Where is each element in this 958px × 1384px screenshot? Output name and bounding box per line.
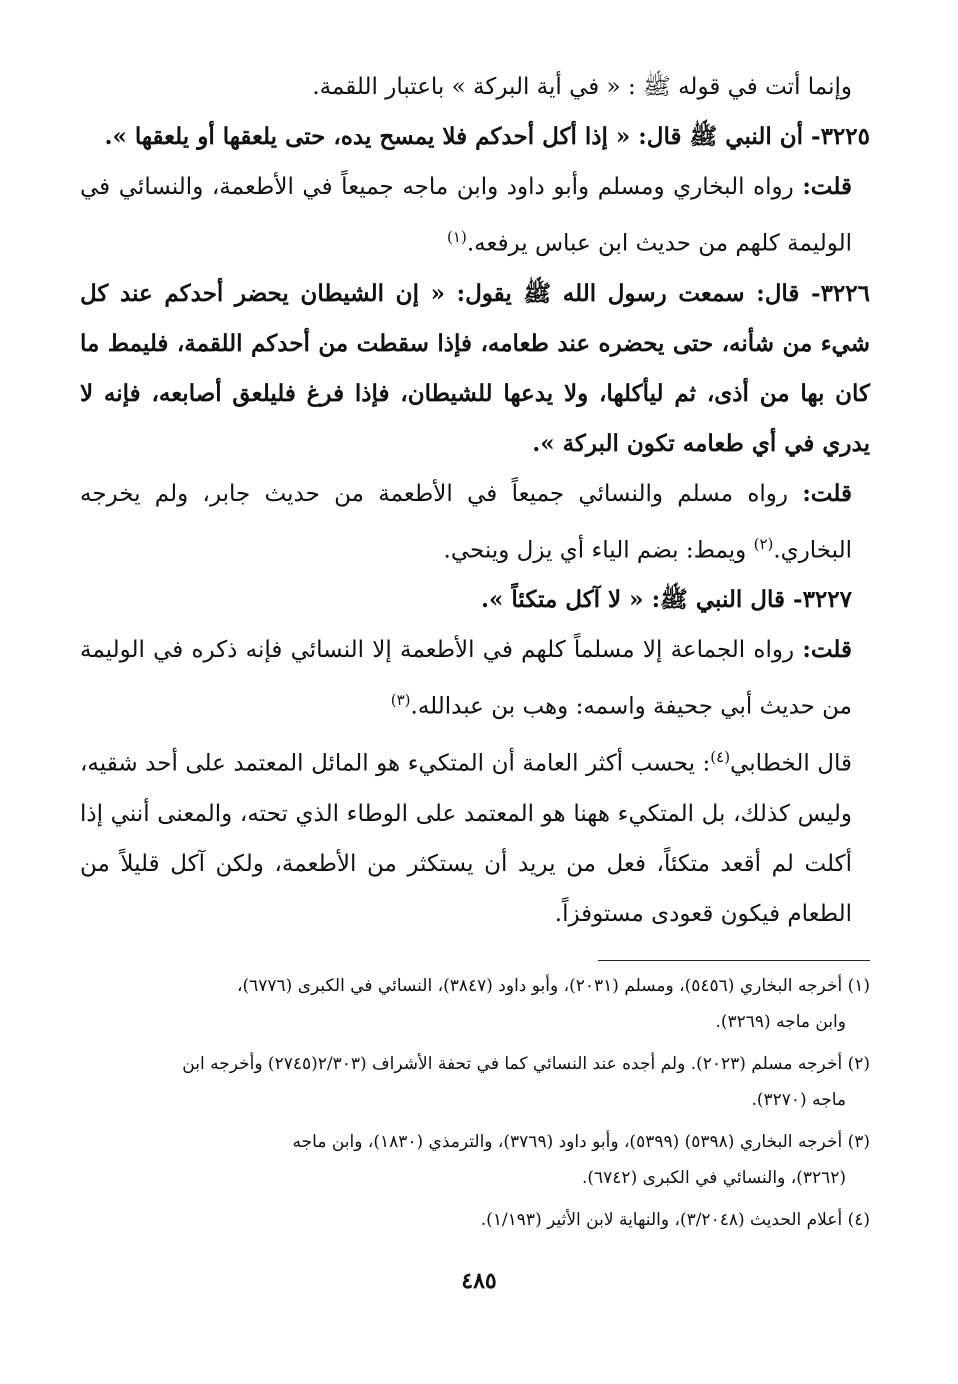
hadith-3227: ٣٢٢٧- قال النبي ﷺ: « لا آكل متكئاً ». [480,586,852,614]
footnote-4 [80,1202,870,1238]
khattabi-label: قال الخطابي [730,750,852,777]
khattabi-text: : يحسب أكثر العامة أن المتكيء هو المائل المعتمد على أحد شقيه، وليس كذلك، بل المتكيء ههنا هو المعتمد على الوطاء الذي تحته، والمعنى أنني إذا أكلت لم أقعد متكئاً، فعل من يريد أن يستكثر من الأطعمة، ولكن آكل قليلاً من الطعام فيكون قعودى مستوفزاً. [80,750,852,927]
hadith-3225: ٣٢٢٥- أن النبي ﷺ قال: « إذا أكل أحدكم فلا يمسح يده، حتى يلعقها أو يلعقها ». [104,123,870,150]
commentary-text: رواه البخاري ومسلم وأبو داود وابن ماجه جميعاً في الأطعمة، والنسائي في الوليمة كلهم من حديث ابن عباس يرفعه. [80,174,852,257]
commentary-gloss: ويمط: بضم الياء أي يزل وينحي. [443,537,747,564]
intro-line: وإنما أتت في قوله ﷺ : « في أية البركة » باعتبار اللقمة. [312,74,852,100]
hadith-3226: ٣٢٢٦- قال: سمعت رسول الله ﷺ يقول: « إن الشيطان يحضر أحدكم عند كل شيء من شأنه، حتى يحضره عند طعامه، فإذا سقطت من أحدكم اللقمة، فليمط ما كان بها من أذى، ثم ليأكلها، ولا يدعها للشيطان، فإذا فرغ فليلعق أصابعه، فإنه لا يدري في أي طعامه تكون البركة ». [80,279,870,457]
footnote-ref-4: (٤) [710,747,731,766]
commentary-text: رواه الجماعة إلا مسلماً كلهم في الأطعمة إلا النسائي فإنه ذكره في الوليمة من حديث أبي جحيفة واسمه: وهب بن عبدالله. [80,637,852,720]
commentary-text: رواه مسلم والنسائي جميعاً في الأطعمة من حديث جابر، ولم يخرجه البخاري. [80,480,852,564]
footnote-ref-3: (٣) [390,691,411,710]
page-body [80,62,870,939]
footnote-continuation: وابن ماجه (٣٢٦٩). [715,1012,846,1032]
footnote-ref-2: (٢) [753,534,774,553]
commentary-label: قلت: [802,479,852,507]
footnote-text: (١) أخرجه البخاري (٥٤٥٦)، ومسلم (٢٠٣١)، وأبو داود (٣٨٤٧)، النسائي في الكبرى (٦٧٧٦)، [237,976,870,996]
footnote-ref-1: (١) [447,228,467,246]
page-number: ٤٨٥ [461,1268,497,1294]
footnote-text: (٤) أعلام الحديث (٣/٢٠٤٨)، والنهاية لابن الأثير (١/١٩٣). [480,1210,870,1230]
footnote-3 [80,1124,870,1196]
commentary-label: قلت: [802,173,852,200]
footnote-text: (٢) أخرجه مسلم (٢٠٢٣). ولم أجده عند النسائي كما في تحفة الأشراف (٢/٣٠٣(٢٧٤٥) وأخرجه ابن [182,1054,870,1074]
footnote-text: (٣) أخرجه البخاري (٥٣٩٨) (٥٣٩٩)، وأبو داود (٣٧٦٩)، والترمذي (١٨٣٠)، وابن ماجه [292,1132,870,1152]
commentary-label: قلت: [802,636,853,664]
khattabi-paragraph [80,732,870,939]
footnote-2 [80,1046,870,1118]
footnotes [80,968,870,1244]
footnote-1 [80,968,870,1040]
commentary-3226 [80,469,870,576]
footnote-continuation: (٣٢٦٢)، والنسائي في الكبرى (٦٧٤٢). [581,1168,846,1188]
commentary-3227 [80,625,870,732]
commentary-3225 [80,162,870,269]
footnote-continuation: ماجه (٣٢٧٠). [751,1090,846,1110]
footnote-divider [598,960,870,961]
